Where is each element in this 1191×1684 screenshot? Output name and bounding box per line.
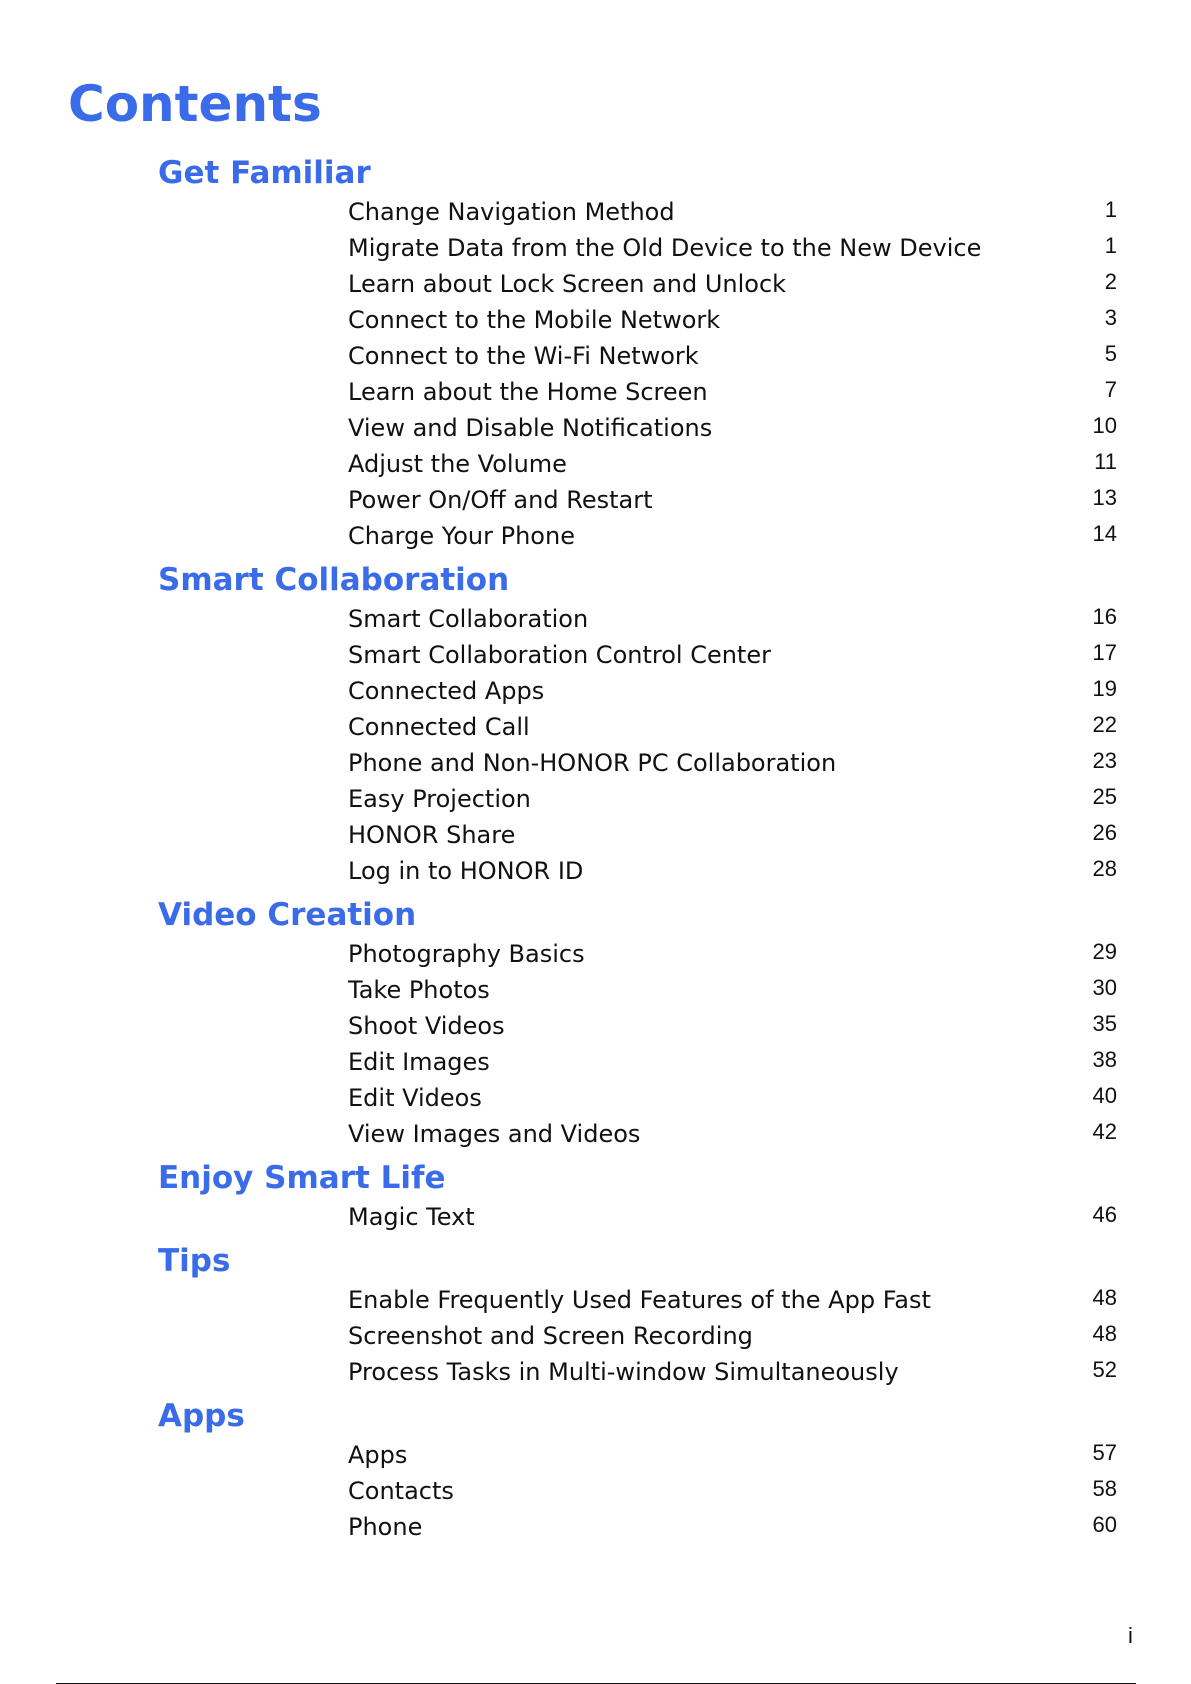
toc-entry[interactable] bbox=[0, 194, 1191, 230]
toc-section bbox=[0, 894, 1191, 1152]
toc-entry-title[interactable]: Connect to the Mobile Network bbox=[348, 306, 721, 334]
toc-entry-page: 3 bbox=[1104, 305, 1117, 330]
toc-entry-title[interactable]: Take Photos bbox=[348, 976, 490, 1004]
toc-section bbox=[0, 1395, 1191, 1545]
toc-entry[interactable] bbox=[0, 1199, 1191, 1235]
toc-entry[interactable] bbox=[0, 446, 1191, 482]
toc-entry[interactable] bbox=[0, 637, 1191, 673]
toc-entry[interactable] bbox=[0, 1318, 1191, 1354]
toc-entry-page: 58 bbox=[1092, 1476, 1117, 1501]
toc-entry-title[interactable]: Smart Collaboration Control Center bbox=[348, 641, 771, 669]
toc-entry[interactable] bbox=[0, 1354, 1191, 1390]
toc-entry-page: 48 bbox=[1092, 1285, 1117, 1310]
toc-entry-title[interactable]: HONOR Share bbox=[348, 821, 516, 849]
toc-entry-page: 23 bbox=[1092, 748, 1117, 773]
toc-entry-page: 40 bbox=[1092, 1083, 1117, 1108]
toc-section bbox=[0, 559, 1191, 889]
toc-entry-page: 19 bbox=[1092, 676, 1117, 701]
toc-entry-title[interactable]: Learn about Lock Screen and Unlock bbox=[348, 270, 787, 298]
toc-entry-page: 22 bbox=[1092, 712, 1117, 737]
toc-entry-page: 48 bbox=[1092, 1321, 1117, 1346]
page-number: i bbox=[1128, 1623, 1133, 1648]
toc-entry-page: 42 bbox=[1092, 1119, 1117, 1144]
toc-entry[interactable] bbox=[0, 1473, 1191, 1509]
toc-entry-page: 46 bbox=[1092, 1202, 1117, 1227]
toc-entry[interactable] bbox=[0, 745, 1191, 781]
toc-entry[interactable] bbox=[0, 1437, 1191, 1473]
toc-entry-title[interactable]: Migrate Data from the Old Device to the New Device bbox=[348, 234, 982, 262]
toc-entry-page: 17 bbox=[1092, 640, 1117, 665]
section-heading[interactable]: Video Creation bbox=[158, 897, 417, 933]
toc-entry[interactable] bbox=[0, 374, 1191, 410]
toc-entry-title[interactable]: Log in to HONOR ID bbox=[348, 857, 584, 885]
toc-entry-page: 5 bbox=[1104, 341, 1117, 366]
toc-entry-title[interactable]: Apps bbox=[348, 1441, 408, 1469]
toc-entry-page: 28 bbox=[1092, 856, 1117, 881]
toc-entry[interactable] bbox=[0, 518, 1191, 554]
section-heading[interactable]: Apps bbox=[158, 1398, 245, 1434]
section-heading[interactable]: Enjoy Smart Life bbox=[158, 1160, 446, 1196]
toc-entry-title[interactable]: Phone and Non-HONOR PC Collaboration bbox=[348, 749, 837, 777]
toc-entry-title[interactable]: Screenshot and Screen Recording bbox=[348, 1322, 753, 1350]
toc-entry[interactable] bbox=[0, 410, 1191, 446]
section-heading[interactable]: Smart Collaboration bbox=[158, 562, 510, 598]
toc-entry-title[interactable]: Adjust the Volume bbox=[348, 450, 567, 478]
toc-section bbox=[0, 1157, 1191, 1235]
toc-entry-page: 35 bbox=[1092, 1011, 1117, 1036]
toc-entry[interactable] bbox=[0, 853, 1191, 889]
toc-entry[interactable] bbox=[0, 601, 1191, 637]
toc-entry-title[interactable]: Connect to the Wi-Fi Network bbox=[348, 342, 699, 370]
toc-entry[interactable] bbox=[0, 1080, 1191, 1116]
toc-entry-title[interactable]: Photography Basics bbox=[348, 940, 585, 968]
toc-entry-page: 1 bbox=[1104, 233, 1117, 258]
toc-entry-title[interactable]: Magic Text bbox=[348, 1203, 475, 1231]
toc-entry-title[interactable]: Contacts bbox=[348, 1477, 454, 1505]
toc-entry[interactable] bbox=[0, 673, 1191, 709]
toc-entry[interactable] bbox=[0, 972, 1191, 1008]
toc-entry[interactable] bbox=[0, 709, 1191, 745]
toc-entry-title[interactable]: Change Navigation Method bbox=[348, 198, 675, 226]
toc-entry-title[interactable]: View Images and Videos bbox=[348, 1120, 641, 1148]
toc-entry-title[interactable]: Shoot Videos bbox=[348, 1012, 505, 1040]
toc-entry-page: 38 bbox=[1092, 1047, 1117, 1072]
toc-entry-page: 2 bbox=[1104, 269, 1117, 294]
toc-entry-page: 11 bbox=[1094, 449, 1117, 474]
toc-entry[interactable] bbox=[0, 1044, 1191, 1080]
toc-entry[interactable] bbox=[0, 936, 1191, 972]
toc-section bbox=[0, 1240, 1191, 1390]
toc-entry[interactable] bbox=[0, 302, 1191, 338]
toc-entry-title[interactable]: Process Tasks in Multi-window Simultaneously bbox=[348, 1358, 899, 1386]
toc-entry-title[interactable]: Smart Collaboration bbox=[348, 605, 589, 633]
toc-entry[interactable] bbox=[0, 1116, 1191, 1152]
toc-entry-title[interactable]: Connected Apps bbox=[348, 677, 545, 705]
toc-entry-title[interactable]: Edit Videos bbox=[348, 1084, 482, 1112]
toc-entry[interactable] bbox=[0, 338, 1191, 374]
toc-entry-page: 29 bbox=[1092, 939, 1117, 964]
toc-entry[interactable] bbox=[0, 1509, 1191, 1545]
section-heading[interactable]: Get Familiar bbox=[158, 155, 371, 191]
toc-entry[interactable] bbox=[0, 230, 1191, 266]
toc-entry-title[interactable]: View and Disable Notifications bbox=[348, 414, 713, 442]
toc-entry[interactable] bbox=[0, 781, 1191, 817]
toc-entry-page: 13 bbox=[1092, 485, 1117, 510]
toc-entry-page: 26 bbox=[1092, 820, 1117, 845]
toc-section bbox=[0, 152, 1191, 554]
toc-entry-title[interactable]: Edit Images bbox=[348, 1048, 490, 1076]
section-heading[interactable]: Tips bbox=[158, 1243, 231, 1279]
toc-entry[interactable] bbox=[0, 266, 1191, 302]
toc-entry-title[interactable]: Charge Your Phone bbox=[348, 522, 575, 550]
table-of-contents bbox=[0, 152, 1191, 1550]
toc-entry-page: 60 bbox=[1092, 1512, 1117, 1537]
toc-entry-title[interactable]: Enable Frequently Used Features of the App Fast bbox=[348, 1286, 931, 1314]
toc-entry-page: 57 bbox=[1092, 1440, 1117, 1465]
toc-entry-page: 1 bbox=[1104, 197, 1117, 222]
toc-entry[interactable] bbox=[0, 817, 1191, 853]
toc-entry[interactable] bbox=[0, 1282, 1191, 1318]
toc-entry-page: 30 bbox=[1092, 975, 1117, 1000]
toc-entry[interactable] bbox=[0, 482, 1191, 518]
toc-entry-page: 10 bbox=[1092, 413, 1117, 438]
page-title: Contents bbox=[68, 75, 322, 133]
toc-entry-title[interactable]: Connected Call bbox=[348, 713, 530, 741]
toc-entry[interactable] bbox=[0, 1008, 1191, 1044]
toc-entry-title[interactable]: Phone bbox=[348, 1513, 423, 1541]
toc-entry-page: 25 bbox=[1092, 784, 1117, 809]
toc-entry-page: 52 bbox=[1092, 1357, 1117, 1382]
toc-entry-page: 7 bbox=[1104, 377, 1117, 402]
toc-entry-page: 14 bbox=[1092, 521, 1117, 546]
toc-entry-title[interactable]: Easy Projection bbox=[348, 785, 531, 813]
toc-entry-page: 16 bbox=[1092, 604, 1117, 629]
toc-entry-title[interactable]: Learn about the Home Screen bbox=[348, 378, 708, 406]
toc-entry-title[interactable]: Power On/Off and Restart bbox=[348, 486, 653, 514]
